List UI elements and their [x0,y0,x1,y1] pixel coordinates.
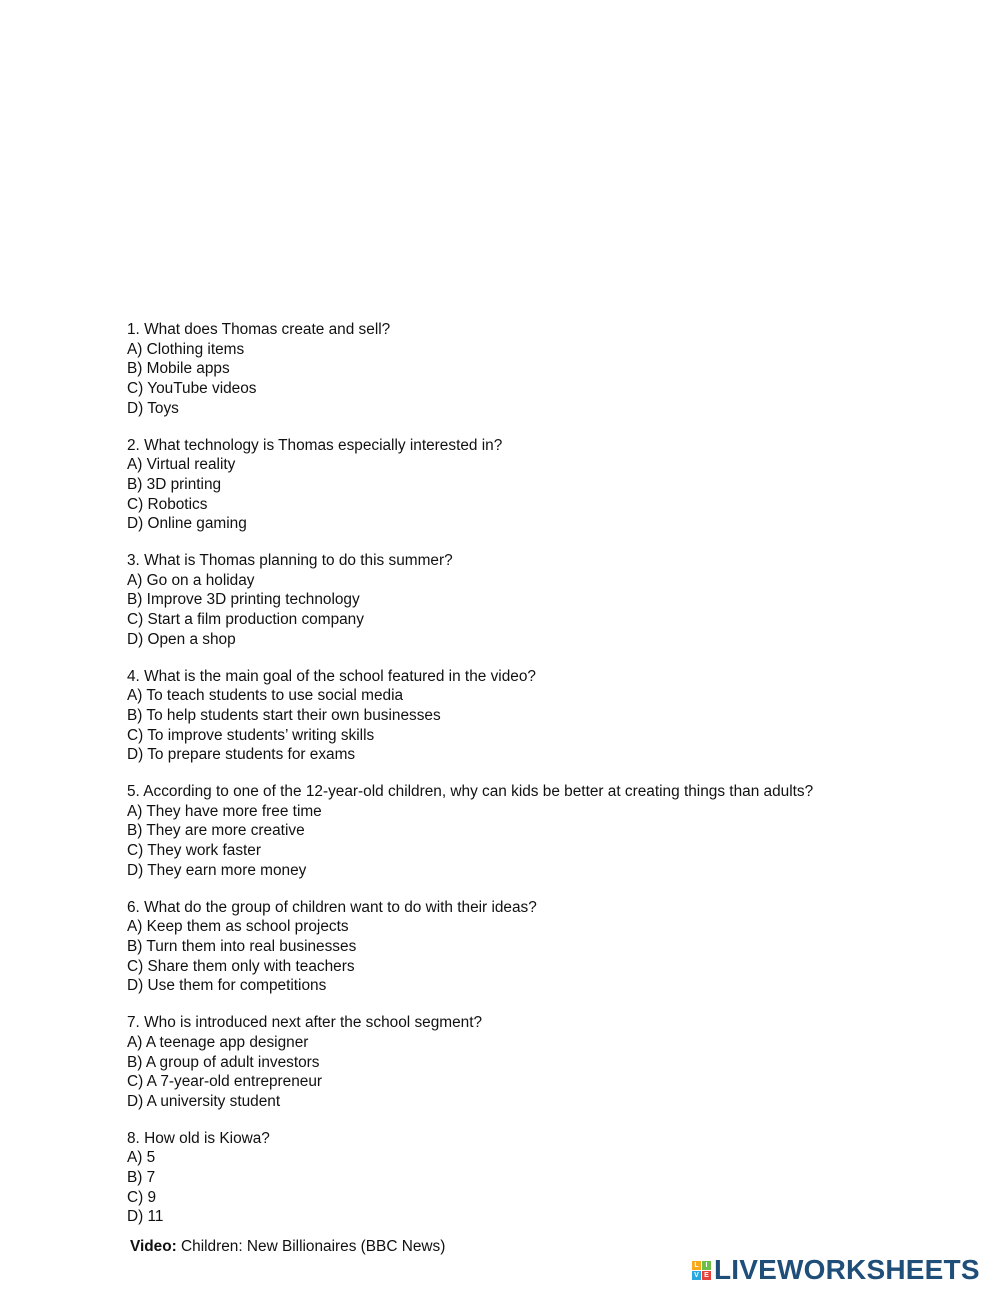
answer-option: C) Start a film production company [127,611,364,629]
question-1 [127,320,987,419]
video-label: Video: [130,1238,177,1255]
answer-option: B) A group of adult investors [127,1053,320,1071]
question-text: 1. What does Thomas create and sell? [127,321,391,338]
question-8 [127,1129,987,1228]
answer-option: A) Clothing items [127,340,245,358]
answer-option: C) Robotics [127,495,208,513]
question-2 [127,436,987,535]
answer-option: D) A university student [127,1092,281,1110]
answer-option: B) Mobile apps [127,360,230,378]
answer-option: A) Virtual reality [127,456,236,474]
logo-text: LIVEWORKSHEETS [714,1254,980,1285]
answer-option: B) Improve 3D printing technology [127,591,360,609]
answer-option: B) To help students start their own businesses [127,706,441,724]
logo-mark-icon [692,1261,711,1280]
question-text: 2. What technology is Thomas especially interested in? [127,436,503,454]
video-source [130,1237,445,1257]
question-text: 7. Who is introduced next after the school segment? [127,1014,483,1032]
question-4 [127,667,987,766]
answer-option: B) They are more creative [127,822,305,840]
answer-option: A) They have more free time [127,802,322,820]
answer-option: C) They work faster [127,842,261,860]
answer-option: D) Online gaming [127,515,247,533]
answer-option: B) 3D printing [127,475,222,493]
logo-mark-cell: L [692,1261,701,1270]
answer-option: D) Toys [127,399,179,417]
answer-option: C) To improve students’ writing skills [127,726,375,744]
answer-option: A) Keep them as school projects [127,918,349,936]
answer-option: A) To teach students to use social media [127,687,404,705]
answer-option: C) Share them only with teachers [127,957,355,975]
answer-option: A) A teenage app designer [127,1033,309,1051]
question-text: 6. What do the group of children want to do with their ideas? [127,898,537,916]
answer-option: C) A 7-year-old entrepreneur [127,1073,323,1091]
logo-mark-cell: V [692,1271,701,1280]
question-text: 5. According to one of the 12-year-old children, why can kids be better at creating things than adults? [127,783,814,801]
logo-mark-cell: I [702,1261,711,1270]
question-text: 4. What is the main goal of the school featured in the video? [127,667,536,685]
answer-option: C) YouTube videos [127,380,257,398]
logo-mark-cell: E [702,1271,711,1280]
question-7 [127,1013,987,1112]
answer-option: D) Open a shop [127,630,236,648]
answer-option: D) To prepare students for exams [127,746,356,764]
answer-option: A) 5 [127,1149,156,1167]
questions-list [127,320,987,1244]
answer-option: D) Use them for competitions [127,977,327,995]
question-6 [127,898,987,997]
question-3 [127,551,987,650]
answer-option: B) 7 [127,1169,156,1187]
answer-option: D) They earn more money [127,861,307,879]
answer-option: B) Turn them into real businesses [127,937,357,955]
question-5 [127,782,987,881]
answer-option: C) 9 [127,1188,157,1206]
liveworksheets-logo [692,1256,980,1284]
answer-option: A) Go on a holiday [127,571,255,589]
question-text: 3. What is Thomas planning to do this summer? [127,552,453,570]
video-title: Children: New Billionaires (BBC News) [176,1238,446,1255]
question-text: 8. How old is Kiowa? [127,1129,270,1147]
answer-option: D) 11 [127,1208,164,1226]
